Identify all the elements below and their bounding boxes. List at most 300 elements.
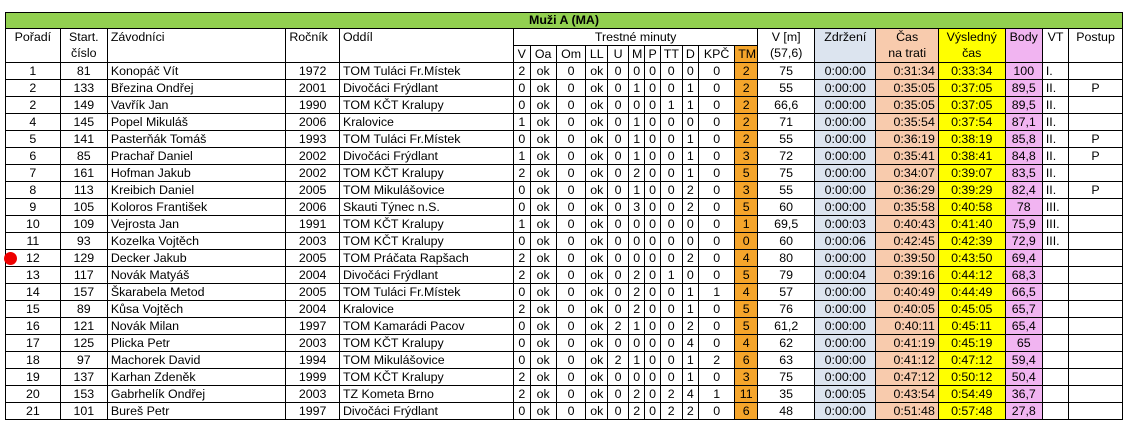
cell-p: 0 [645, 284, 660, 301]
cell-cas: 0:35:05 [876, 80, 938, 97]
cell-ll: ok [586, 148, 608, 165]
cell-vm: 35 [758, 386, 815, 403]
cell-kpc: 0 [699, 97, 735, 114]
cell-tt: 0 [660, 182, 682, 199]
cell-v: 2 [514, 267, 530, 284]
cell-poradi: 18 [6, 352, 61, 369]
cell-tm: 0 [735, 233, 758, 250]
cell-p: 0 [645, 250, 660, 267]
cell-vt: II. [1042, 165, 1068, 182]
header-poradi: Pořadí [6, 29, 61, 46]
cell-p: 0 [645, 182, 660, 199]
cell-start: 133 [60, 80, 107, 97]
cell-m: 0 [629, 369, 645, 386]
header-sub-tm: TM [735, 46, 758, 63]
cell-zdrzeni: 0:00:00 [815, 165, 876, 182]
cell-oa: ok [530, 250, 556, 267]
cell-m: 0 [629, 63, 645, 80]
cell-body: 78 [1005, 199, 1042, 216]
cell-om: 0 [556, 63, 586, 80]
cell-v: 2 [514, 301, 530, 318]
cell-postup [1069, 114, 1123, 131]
cell-tt: 2 [660, 386, 682, 403]
cell-m: 2 [629, 403, 645, 420]
cell-vm: 48 [758, 403, 815, 420]
table-row [6, 250, 1123, 267]
cell-rocnik: 1997 [286, 318, 340, 335]
cell-oddil: TOM Tuláci Fr.Místek [339, 131, 513, 148]
cell-d: 1 [682, 80, 698, 97]
table-row [6, 182, 1123, 199]
cell-body: 68,3 [1005, 267, 1042, 284]
cell-start: 117 [60, 267, 107, 284]
cell-m: 2 [629, 301, 645, 318]
cell-tm: 2 [735, 114, 758, 131]
cell-poradi: 8 [6, 182, 61, 199]
cell-jmeno: Gabrhelík Ondřej [107, 386, 285, 403]
cell-vys: 0:38:41 [938, 148, 1005, 165]
header-vysledny-1: Výsledný [938, 29, 1005, 46]
cell-kpc: 0 [699, 318, 735, 335]
cell-jmeno: Konopáč Vít [107, 63, 285, 80]
cell-p: 0 [645, 403, 660, 420]
cell-zdrzeni: 0:00:00 [815, 403, 876, 420]
cell-rocnik: 2003 [286, 335, 340, 352]
cell-vys: 0:41:40 [938, 216, 1005, 233]
cell-oa: ok [530, 318, 556, 335]
cell-v: 0 [514, 233, 530, 250]
cell-m: 1 [629, 131, 645, 148]
table-row [6, 318, 1123, 335]
cell-vys: 0:45:19 [938, 335, 1005, 352]
cell-d: 2 [682, 182, 698, 199]
cell-tt: 0 [660, 80, 682, 97]
cell-d: 0 [682, 216, 698, 233]
cell-v: 0 [514, 403, 530, 420]
cell-m: 0 [629, 97, 645, 114]
cell-zdrzeni: 0:00:05 [815, 386, 876, 403]
header-zdrzeni-cont [815, 46, 876, 63]
cell-u: 0 [608, 80, 629, 97]
cell-u: 2 [608, 352, 629, 369]
header-sub-u: U [608, 46, 629, 63]
cell-m: 0 [629, 335, 645, 352]
table-row [6, 97, 1123, 114]
cell-poradi: 4 [6, 114, 61, 131]
cell-cas: 0:36:29 [876, 182, 938, 199]
header-vysledny-2: čas [938, 46, 1005, 63]
cell-start: 153 [60, 386, 107, 403]
cell-v: 2 [514, 369, 530, 386]
cell-body: 69,4 [1005, 250, 1042, 267]
cell-vt: II. [1042, 182, 1068, 199]
cell-oa: ok [530, 97, 556, 114]
cell-cas: 0:31:34 [876, 63, 938, 80]
cell-postup [1069, 284, 1123, 301]
cell-ll: ok [586, 233, 608, 250]
cell-poradi: 12 [6, 250, 61, 267]
cell-start: 113 [60, 182, 107, 199]
cell-rocnik: 2006 [286, 199, 340, 216]
cell-rocnik: 2001 [286, 80, 340, 97]
cell-v: 1 [514, 114, 530, 131]
cell-vys: 0:44:49 [938, 284, 1005, 301]
header-zavodnici: Závodníci [107, 29, 285, 46]
cell-m: 1 [629, 80, 645, 97]
cell-postup [1069, 233, 1123, 250]
cell-poradi: 15 [6, 301, 61, 318]
cell-poradi: 21 [6, 403, 61, 420]
table-row [6, 301, 1123, 318]
cell-vm: 75 [758, 165, 815, 182]
cell-postup [1069, 352, 1123, 369]
cell-body: 65,4 [1005, 318, 1042, 335]
cell-body: 82,4 [1005, 182, 1042, 199]
cell-m: 1 [629, 318, 645, 335]
header-vt-cont [1042, 46, 1068, 63]
cell-oddil: TZ Kometa Brno [339, 386, 513, 403]
cell-oa: ok [530, 63, 556, 80]
cell-d: 1 [682, 165, 698, 182]
cell-zdrzeni: 0:00:00 [815, 97, 876, 114]
cell-start: 157 [60, 284, 107, 301]
cell-jmeno: Novák Milan [107, 318, 285, 335]
cell-u: 0 [608, 403, 629, 420]
header-sub-p: P [645, 46, 660, 63]
cell-start: 93 [60, 233, 107, 250]
cell-poradi: 2 [6, 80, 61, 97]
cell-m: 0 [629, 233, 645, 250]
cell-v: 0 [514, 97, 530, 114]
cell-oa: ok [530, 301, 556, 318]
cell-p: 0 [645, 352, 660, 369]
cell-kpc: 0 [699, 369, 735, 386]
cell-rocnik: 2003 [286, 233, 340, 250]
cell-oddil: Kralovice [339, 301, 513, 318]
header-poradi-cont [6, 46, 61, 63]
cell-vm: 60 [758, 199, 815, 216]
cell-oa: ok [530, 182, 556, 199]
cell-kpc: 0 [699, 250, 735, 267]
cell-start: 161 [60, 165, 107, 182]
cell-cas: 0:47:12 [876, 369, 938, 386]
cell-vt: III. [1042, 233, 1068, 250]
cell-om: 0 [556, 131, 586, 148]
cell-cas: 0:43:54 [876, 386, 938, 403]
cell-ll: ok [586, 301, 608, 318]
cell-tm: 3 [735, 369, 758, 386]
header-sub-kpc: KPČ [699, 46, 735, 63]
cell-vt: II. [1042, 114, 1068, 131]
cell-cas: 0:35:54 [876, 114, 938, 131]
cell-cas: 0:35:58 [876, 199, 938, 216]
header-sub-tt: TT [660, 46, 682, 63]
cell-cas: 0:39:50 [876, 250, 938, 267]
cell-rocnik: 2003 [286, 386, 340, 403]
cell-ll: ok [586, 386, 608, 403]
cell-u: 0 [608, 301, 629, 318]
table-row [6, 267, 1123, 284]
cell-postup [1069, 97, 1123, 114]
header-body: Body [1005, 29, 1042, 46]
cell-zdrzeni: 0:00:00 [815, 250, 876, 267]
cell-oa: ok [530, 284, 556, 301]
cell-m: 1 [629, 352, 645, 369]
cell-vys: 0:42:39 [938, 233, 1005, 250]
cell-d: 0 [682, 267, 698, 284]
cell-om: 0 [556, 80, 586, 97]
cell-kpc: 1 [699, 284, 735, 301]
table-row [6, 131, 1123, 148]
cell-vm: 62 [758, 335, 815, 352]
cell-m: 1 [629, 182, 645, 199]
cell-jmeno: Machorek David [107, 352, 285, 369]
header-vt: VT [1042, 29, 1068, 46]
cell-zdrzeni: 0:00:00 [815, 148, 876, 165]
cell-zdrzeni: 0:00:00 [815, 318, 876, 335]
cell-ll: ok [586, 182, 608, 199]
cell-oddil: TOM KČT Kralupy [339, 97, 513, 114]
cell-u: 0 [608, 233, 629, 250]
cell-body: 85,8 [1005, 131, 1042, 148]
table-row [6, 199, 1123, 216]
header-body-cont [1005, 46, 1042, 63]
cell-vm: 72 [758, 148, 815, 165]
cell-tt: 1 [660, 97, 682, 114]
cell-oa: ok [530, 199, 556, 216]
cell-vys: 0:57:48 [938, 403, 1005, 420]
header-trestne-minuty: Trestné minuty [514, 29, 758, 46]
cell-m: 1 [629, 148, 645, 165]
cell-postup: P [1069, 182, 1123, 199]
cell-cas: 0:40:11 [876, 318, 938, 335]
cell-oddil: Divočáci Frýdlant [339, 403, 513, 420]
cell-tt: 0 [660, 216, 682, 233]
cell-vys: 0:37:05 [938, 97, 1005, 114]
cell-p: 0 [645, 318, 660, 335]
cell-u: 0 [608, 216, 629, 233]
cell-p: 0 [645, 335, 660, 352]
cell-zdrzeni: 0:00:00 [815, 369, 876, 386]
cell-postup [1069, 301, 1123, 318]
cell-body: 83,5 [1005, 165, 1042, 182]
cell-v: 0 [514, 284, 530, 301]
cell-d: 2 [682, 318, 698, 335]
cell-jmeno: Vavřík Jan [107, 97, 285, 114]
cell-om: 0 [556, 386, 586, 403]
header-start-2: číslo [60, 46, 107, 63]
cell-rocnik: 2005 [286, 250, 340, 267]
cell-vys: 0:39:07 [938, 165, 1005, 182]
highlight-marker [4, 252, 17, 265]
cell-poradi: 16 [6, 318, 61, 335]
table-row [6, 114, 1123, 131]
cell-rocnik: 2005 [286, 182, 340, 199]
cell-ll: ok [586, 63, 608, 80]
cell-oa: ok [530, 165, 556, 182]
cell-oa: ok [530, 216, 556, 233]
cell-postup: P [1069, 131, 1123, 148]
cell-v: 0 [514, 182, 530, 199]
header-postup: Postup [1069, 29, 1123, 46]
cell-body: 36,7 [1005, 386, 1042, 403]
cell-m: 2 [629, 284, 645, 301]
cell-vt [1042, 386, 1068, 403]
header-oddil-cont [339, 46, 513, 63]
cell-tt: 0 [660, 148, 682, 165]
cell-vt [1042, 284, 1068, 301]
cell-p: 0 [645, 301, 660, 318]
cell-vm: 76 [758, 301, 815, 318]
cell-zdrzeni: 0:00:00 [815, 131, 876, 148]
cell-oddil: TOM KČT Kralupy [339, 369, 513, 386]
cell-rocnik: 1990 [286, 97, 340, 114]
cell-poradi: 9 [6, 199, 61, 216]
cell-tt: 0 [660, 131, 682, 148]
cell-poradi: 20 [6, 386, 61, 403]
cell-vt: III. [1042, 216, 1068, 233]
cell-vm: 55 [758, 80, 815, 97]
cell-vys: 0:43:50 [938, 250, 1005, 267]
cell-cas: 0:35:05 [876, 97, 938, 114]
cell-oddil: TOM Mikulášovice [339, 352, 513, 369]
cell-p: 0 [645, 386, 660, 403]
cell-ll: ok [586, 352, 608, 369]
cell-u: 0 [608, 267, 629, 284]
cell-kpc: 0 [699, 335, 735, 352]
cell-kpc: 0 [699, 131, 735, 148]
cell-jmeno: Kůsa Vojtěch [107, 301, 285, 318]
cell-p: 0 [645, 216, 660, 233]
cell-start: 109 [60, 216, 107, 233]
cell-oa: ok [530, 148, 556, 165]
cell-start: 85 [60, 148, 107, 165]
cell-vys: 0:40:58 [938, 199, 1005, 216]
cell-oa: ok [530, 386, 556, 403]
cell-ll: ok [586, 267, 608, 284]
cell-u: 0 [608, 63, 629, 80]
cell-tm: 5 [735, 318, 758, 335]
cell-oa: ok [530, 131, 556, 148]
cell-postup [1069, 369, 1123, 386]
cell-v: 2 [514, 63, 530, 80]
cell-p: 0 [645, 114, 660, 131]
cell-start: 125 [60, 335, 107, 352]
table-row [6, 403, 1123, 420]
cell-postup [1069, 216, 1123, 233]
cell-om: 0 [556, 199, 586, 216]
header-sub-m: M [629, 46, 645, 63]
table-row [6, 165, 1123, 182]
header-rocnik: Ročník [286, 29, 340, 46]
cell-om: 0 [556, 97, 586, 114]
cell-vys: 0:50:12 [938, 369, 1005, 386]
cell-kpc: 0 [699, 165, 735, 182]
cell-ll: ok [586, 369, 608, 386]
cell-d: 2 [682, 403, 698, 420]
header-cas-1: Čas [876, 29, 938, 46]
cell-om: 0 [556, 165, 586, 182]
cell-u: 0 [608, 148, 629, 165]
cell-cas: 0:40:49 [876, 284, 938, 301]
cell-d: 0 [682, 63, 698, 80]
cell-zdrzeni: 0:00:00 [815, 335, 876, 352]
cell-jmeno: Prachař Daniel [107, 148, 285, 165]
cell-body: 65,7 [1005, 301, 1042, 318]
cell-u: 0 [608, 386, 629, 403]
cell-vm: 75 [758, 63, 815, 80]
cell-kpc: 0 [699, 182, 735, 199]
cell-tm: 4 [735, 335, 758, 352]
cell-vt: II. [1042, 131, 1068, 148]
cell-jmeno: Hofman Jakub [107, 165, 285, 182]
table-title: Muži A (MA) [6, 13, 1123, 29]
cell-start: 105 [60, 199, 107, 216]
cell-body: 27,8 [1005, 403, 1042, 420]
cell-tt: 1 [660, 267, 682, 284]
cell-d: 0 [682, 233, 698, 250]
cell-vys: 0:33:34 [938, 63, 1005, 80]
cell-ll: ok [586, 318, 608, 335]
cell-jmeno: Pasterňák Tomáš [107, 131, 285, 148]
cell-p: 0 [645, 199, 660, 216]
cell-jmeno: Popel Mikuláš [107, 114, 285, 131]
cell-tm: 2 [735, 131, 758, 148]
cell-vys: 0:39:29 [938, 182, 1005, 199]
cell-m: 2 [629, 386, 645, 403]
cell-ll: ok [586, 80, 608, 97]
cell-vt [1042, 369, 1068, 386]
cell-u: 0 [608, 97, 629, 114]
cell-vys: 0:47:12 [938, 352, 1005, 369]
cell-start: 145 [60, 114, 107, 131]
cell-kpc: 0 [699, 199, 735, 216]
cell-rocnik: 1972 [286, 63, 340, 80]
cell-oa: ok [530, 114, 556, 131]
cell-ll: ok [586, 216, 608, 233]
cell-tt: 0 [660, 250, 682, 267]
cell-rocnik: 1991 [286, 216, 340, 233]
table-row [6, 63, 1123, 80]
cell-u: 0 [608, 199, 629, 216]
cell-vt: III. [1042, 199, 1068, 216]
cell-vt: II. [1042, 80, 1068, 97]
cell-u: 2 [608, 318, 629, 335]
cell-body: 66,5 [1005, 284, 1042, 301]
cell-zdrzeni: 0:00:00 [815, 284, 876, 301]
cell-tm: 3 [735, 182, 758, 199]
cell-p: 0 [645, 97, 660, 114]
cell-start: 97 [60, 352, 107, 369]
cell-d: 0 [682, 114, 698, 131]
cell-p: 0 [645, 369, 660, 386]
cell-m: 0 [629, 216, 645, 233]
table-row [6, 369, 1123, 386]
cell-p: 0 [645, 165, 660, 182]
cell-u: 0 [608, 250, 629, 267]
cell-tm: 5 [735, 301, 758, 318]
cell-tm: 2 [735, 63, 758, 80]
cell-postup [1069, 335, 1123, 352]
cell-d: 1 [682, 352, 698, 369]
cell-body: 89,5 [1005, 97, 1042, 114]
header-sub-d: D [682, 46, 698, 63]
cell-tt: 2 [660, 403, 682, 420]
cell-kpc: 0 [699, 148, 735, 165]
cell-om: 0 [556, 148, 586, 165]
cell-p: 0 [645, 63, 660, 80]
cell-u: 0 [608, 284, 629, 301]
